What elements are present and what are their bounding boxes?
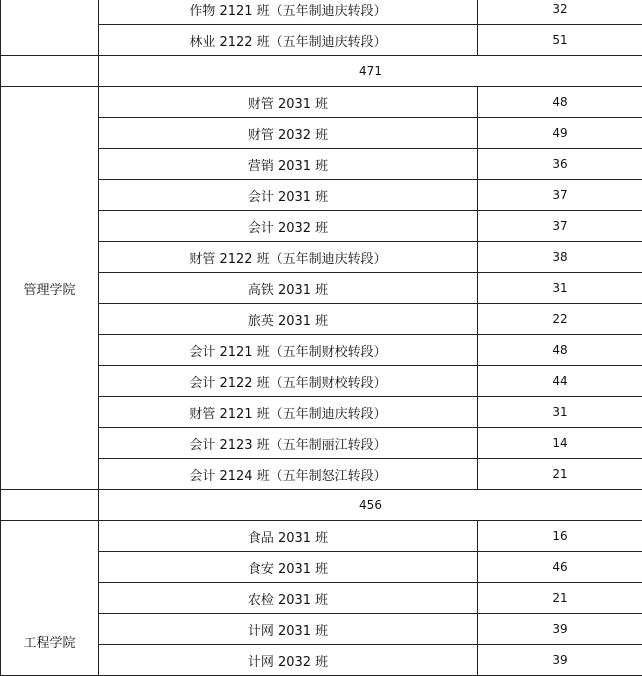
student-count-cell: 37 (478, 211, 642, 242)
class-name-cell: 会计 2124 班（五年制怒江转段） (99, 459, 478, 490)
subtotal-value-cell: 471 (99, 56, 642, 87)
class-name-cell: 会计 2032 班 (99, 211, 478, 242)
subtotal-row (1, 490, 642, 521)
table-row (1, 521, 642, 552)
student-count-cell: 51 (478, 25, 642, 56)
student-count-cell: 37 (478, 180, 642, 211)
class-name-cell: 财管 2032 班 (99, 118, 478, 149)
student-count-cell: 21 (478, 459, 642, 490)
subtotal-label-cell (1, 56, 99, 87)
student-count-cell: 46 (478, 552, 642, 583)
student-count-cell: 31 (478, 273, 642, 304)
student-count-cell: 14 (478, 428, 642, 459)
class-name-cell: 会计 2123 班（五年制丽江转段） (99, 428, 478, 459)
class-name-cell: 林业 2122 班（五年制迪庆转段） (99, 25, 478, 56)
class-name-cell: 会计 2121 班（五年制财校转段） (99, 335, 478, 366)
subtotal-value-cell: 456 (99, 490, 642, 521)
student-count-cell: 39 (478, 614, 642, 645)
class-name-cell: 计网 2031 班 (99, 614, 478, 645)
subtotal-label-cell (1, 490, 99, 521)
student-count-cell: 49 (478, 118, 642, 149)
student-count-cell: 21 (478, 583, 642, 614)
class-name-cell: 财管 2121 班（五年制迪庆转段） (99, 397, 478, 428)
class-name-cell: 财管 2031 班 (99, 87, 478, 118)
class-name-cell: 会计 2122 班（五年制财校转段） (99, 366, 478, 397)
student-count-cell: 36 (478, 149, 642, 180)
student-count-cell: 22 (478, 304, 642, 335)
subtotal-row (1, 56, 642, 87)
class-name-cell: 旅英 2031 班 (99, 304, 478, 335)
class-name-cell: 食品 2031 班 (99, 521, 478, 552)
class-name-cell: 计网 2032 班 (99, 645, 478, 676)
class-name-cell: 财管 2122 班（五年制迪庆转段） (99, 242, 478, 273)
class-name-cell: 营销 2031 班 (99, 149, 478, 180)
table-row (1, 0, 642, 25)
student-count-cell: 44 (478, 366, 642, 397)
class-name-cell: 会计 2031 班 (99, 180, 478, 211)
student-count-cell: 39 (478, 645, 642, 676)
student-count-cell: 16 (478, 521, 642, 552)
class-name-cell: 作物 2121 班（五年制迪庆转段） (99, 0, 478, 25)
college-cell: 工程学院 (1, 521, 99, 676)
student-count-cell: 48 (478, 87, 642, 118)
student-count-cell: 31 (478, 397, 642, 428)
table-row (1, 87, 642, 118)
student-count-cell: 32 (478, 0, 642, 25)
class-name-cell: 高铁 2031 班 (99, 273, 478, 304)
college-cell (1, 0, 99, 56)
student-count-cell: 38 (478, 242, 642, 273)
class-name-cell: 农检 2031 班 (99, 583, 478, 614)
student-count-cell: 48 (478, 335, 642, 366)
class-name-cell: 食安 2031 班 (99, 552, 478, 583)
college-cell: 管理学院 (1, 87, 99, 490)
